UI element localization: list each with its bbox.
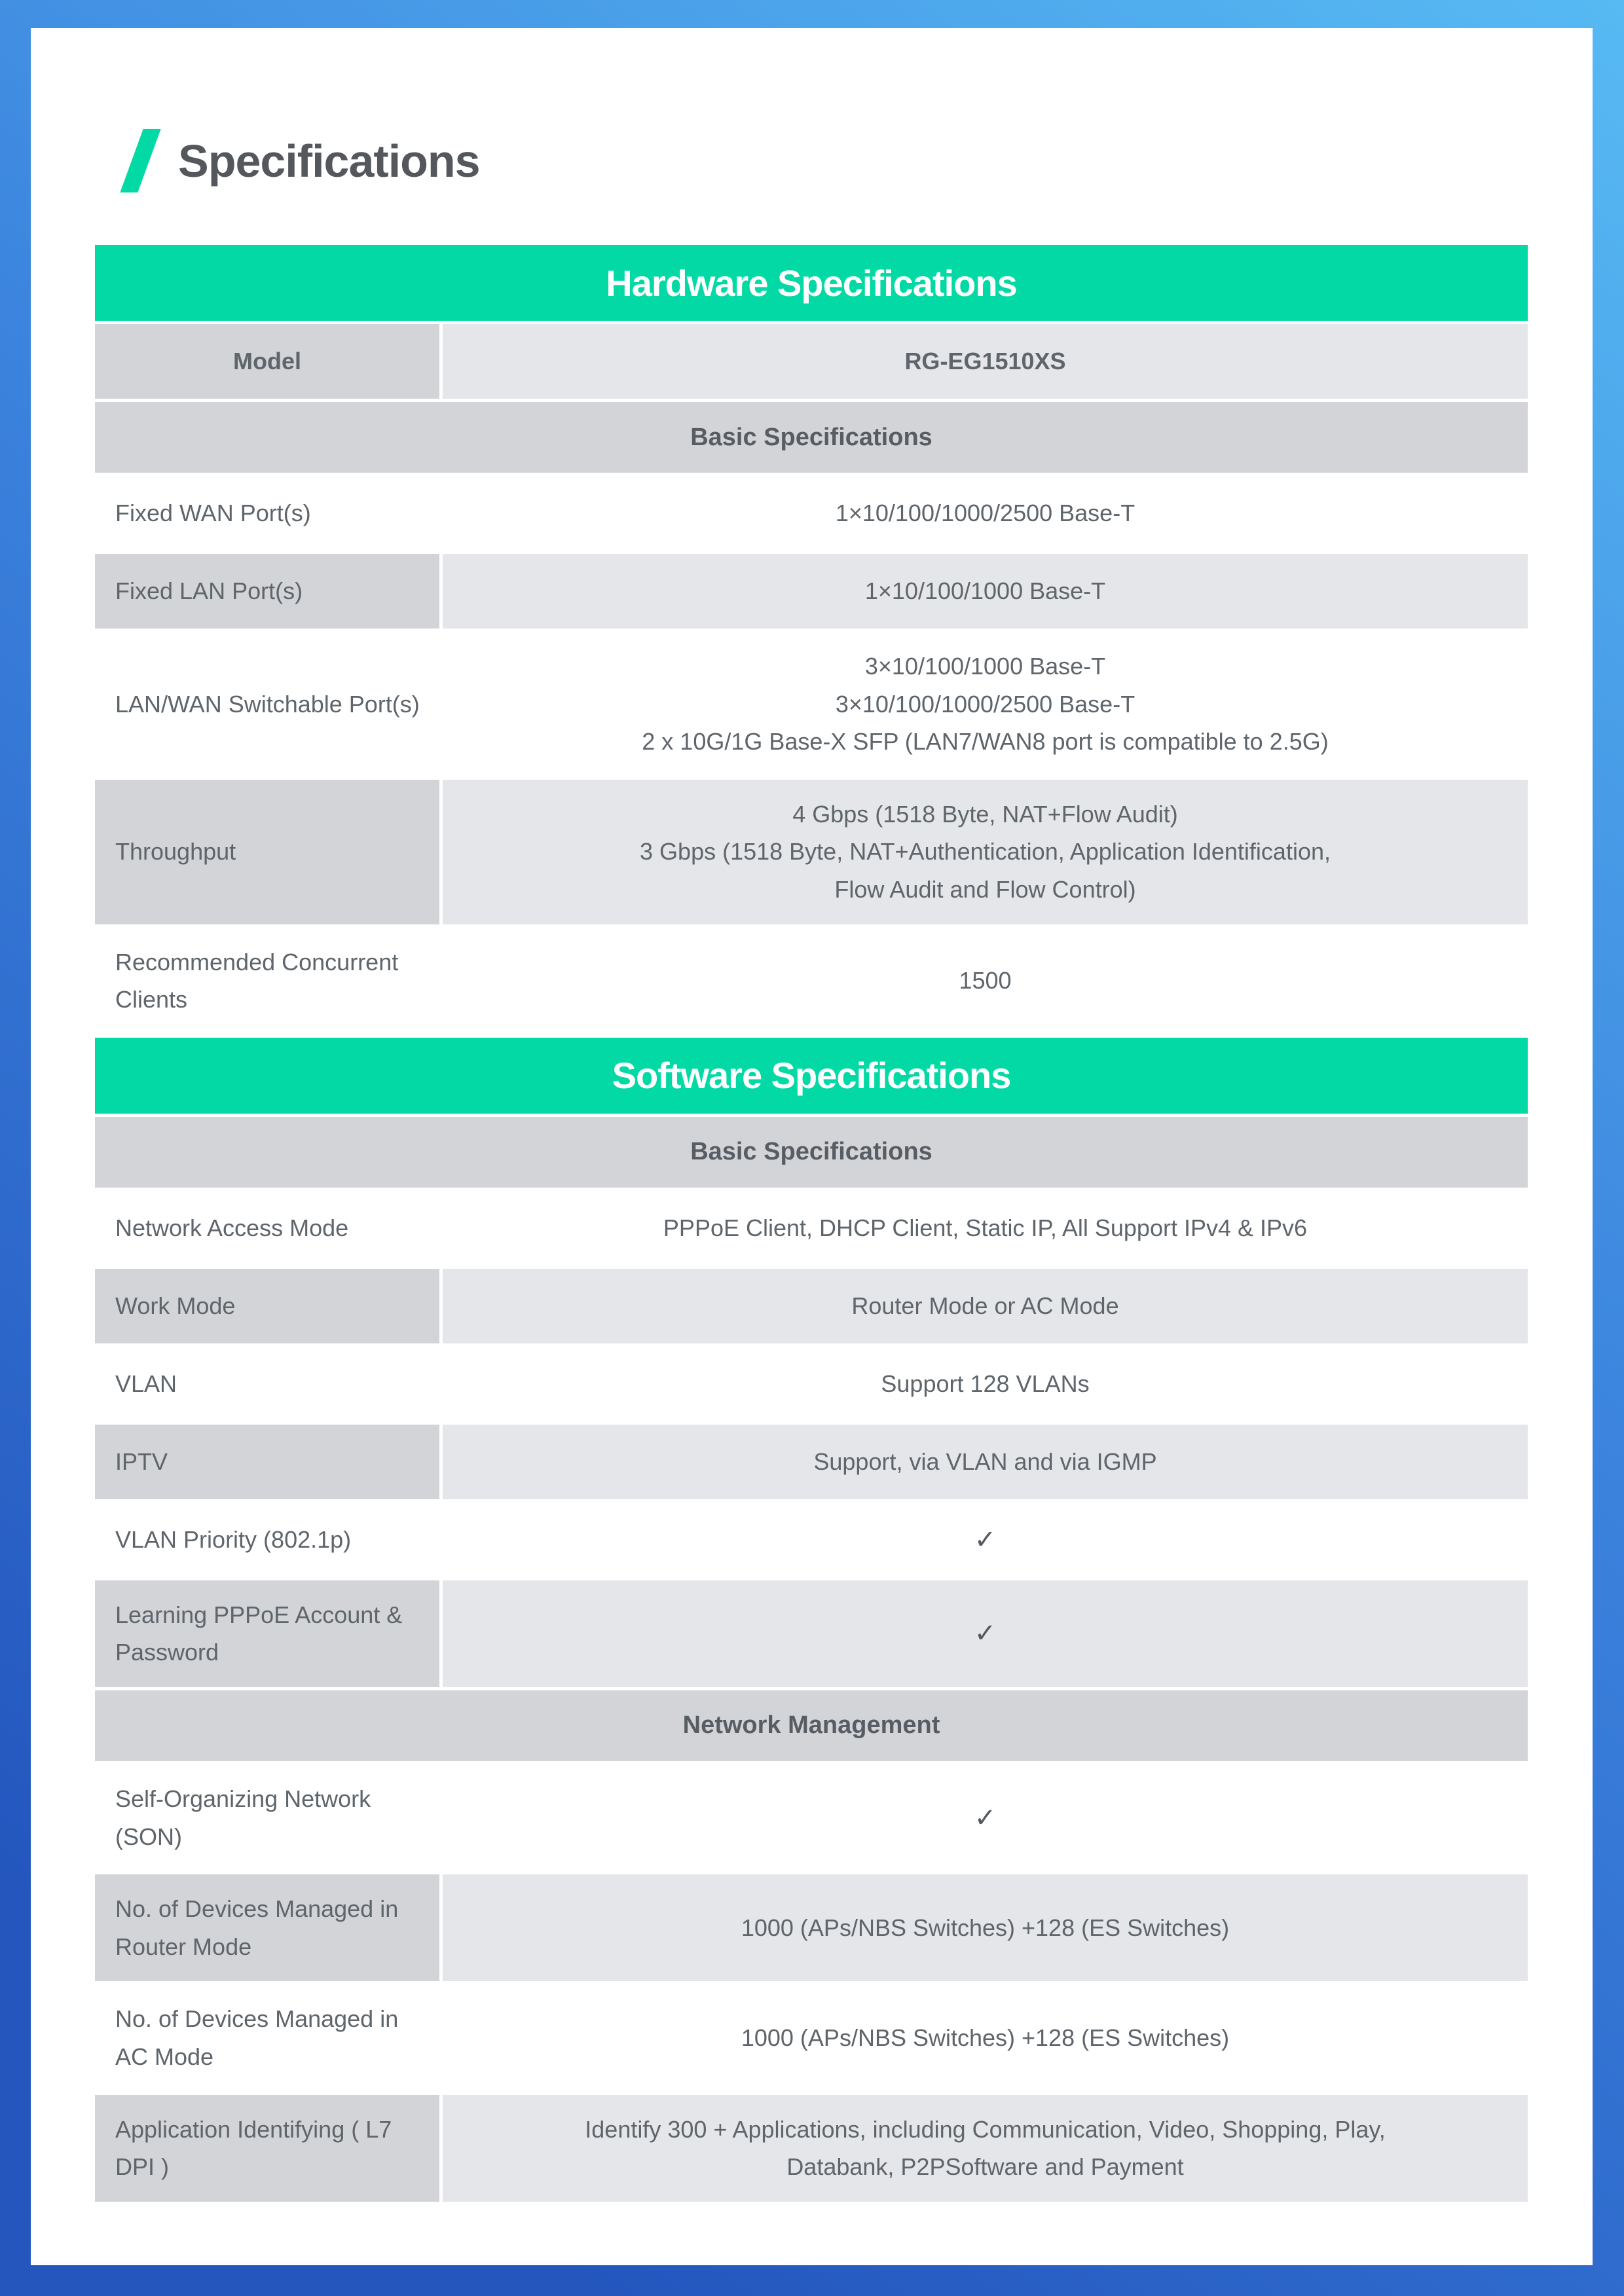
green-slash-icon: [120, 129, 160, 192]
table-row: [95, 1580, 1528, 1687]
table-row: [95, 1874, 1528, 1981]
value-line: 3×10/100/1000/2500 Base-T: [835, 690, 1135, 718]
row-label: Work Mode: [95, 1269, 439, 1343]
table-row: [95, 1269, 1528, 1343]
table-row: [95, 780, 1528, 924]
row-label: IPTV: [95, 1425, 439, 1499]
table-row: [95, 476, 1528, 551]
row-label: Network Access Mode: [115, 1214, 349, 1241]
row-label: Fixed LAN Port(s): [95, 554, 439, 629]
row-value: [443, 1984, 1528, 2091]
row-value: [443, 476, 1528, 551]
row-value-checkmark: [443, 1580, 1528, 1687]
row-value: [443, 1347, 1528, 1421]
table-header: Hardware Specifications: [95, 245, 1528, 321]
table-row: [95, 632, 1528, 776]
row-label: VLAN Priority (802.1p): [115, 1525, 352, 1553]
row-value: [443, 554, 1528, 629]
page-title: Specifications: [178, 135, 480, 187]
row-value-checkmark: [443, 1764, 1528, 1871]
value-line: 4 Gbps (1518 Byte, NAT+Flow Audit): [792, 800, 1178, 828]
table-row: [95, 1503, 1528, 1577]
row-value: [443, 928, 1528, 1034]
table-row: [95, 1191, 1528, 1266]
value-line: 3×10/100/1000 Base-T: [864, 653, 1106, 680]
value-line: Router Mode or AC Mode: [851, 1292, 1119, 1319]
row-label: Learning PPPoE Account & Password: [95, 1580, 439, 1687]
value-line: 3 Gbps (1518 Byte, NAT+Authentication, Application Identification,: [640, 838, 1331, 866]
section-band: Basic Specifications: [95, 402, 1528, 473]
row-value-checkmark: [443, 1503, 1528, 1577]
value-line: PPPoE Client, DHCP Client, Static IP, All Support IPv4 & IPv6: [663, 1214, 1308, 1241]
row-value: [443, 1874, 1528, 1981]
row-label: Recommended Concurrent Clients: [115, 948, 399, 1013]
row-value: [443, 780, 1528, 924]
row-label: No. of Devices Managed in Router Mode: [95, 1874, 439, 1981]
table-row: [95, 2095, 1528, 2202]
value-line: Flow Audit and Flow Control): [834, 875, 1136, 903]
section-band: Network Management: [95, 1690, 1528, 1761]
row-label: No. of Devices Managed in AC Mode: [115, 2005, 399, 2070]
table-row: [95, 1347, 1528, 1421]
section-band: Basic Specifications: [95, 1117, 1528, 1188]
check-icon: ✓: [974, 1618, 997, 1649]
value-line: 1×10/100/1000/2500 Base-T: [835, 500, 1135, 527]
value-line: Databank, P2PSoftware and Payment: [786, 2153, 1184, 2181]
page-title-block: [122, 129, 1593, 192]
row-label: Throughput: [95, 780, 439, 924]
row-label: Self-Organizing Network (SON): [115, 1785, 371, 1850]
row-label: VLAN: [115, 1370, 177, 1397]
table-row: [95, 1764, 1528, 1871]
value-line: 2 x 10G/1G Base-X SFP (LAN7/WAN8 port is compatible to 2.5G): [642, 728, 1329, 756]
value-line: 1×10/100/1000 Base-T: [864, 577, 1106, 605]
row-label: LAN/WAN Switchable Port(s): [115, 690, 420, 718]
value-line: 1500: [959, 967, 1012, 994]
value-line: 1000 (APs/NBS Switches) +128 (ES Switches): [741, 2024, 1230, 2052]
value-line: 1000 (APs/NBS Switches) +128 (ES Switches): [741, 1914, 1230, 1941]
value-line: Support 128 VLANs: [881, 1370, 1090, 1397]
spec-tables: [95, 245, 1528, 2202]
row-value: [443, 1191, 1528, 1266]
table-row: [95, 324, 1528, 399]
row-label: Application Identifying ( L7 DPI ): [95, 2095, 439, 2202]
value-line: Support, via VLAN and via IGMP: [813, 1448, 1157, 1475]
row-label: Fixed WAN Port(s): [115, 500, 311, 527]
table-row: [95, 554, 1528, 629]
row-value: [443, 632, 1528, 776]
table-header: Software Specifications: [95, 1038, 1528, 1114]
table-row: [95, 1984, 1528, 2091]
row-value: [443, 1269, 1528, 1343]
check-icon: ✓: [974, 1524, 997, 1555]
value-line: Identify 300 + Applications, including Communication, Video, Shopping, Play,: [585, 2115, 1386, 2143]
content-sheet: [31, 28, 1593, 2265]
check-icon: ✓: [974, 1802, 997, 1833]
row-value: [443, 2095, 1528, 2202]
row-value: [443, 324, 1528, 399]
table-row: [95, 1425, 1528, 1499]
value-line: RG-EG1510XS: [904, 348, 1066, 375]
row-label: Model: [95, 324, 439, 399]
row-value: [443, 1425, 1528, 1499]
table-row: [95, 928, 1528, 1034]
